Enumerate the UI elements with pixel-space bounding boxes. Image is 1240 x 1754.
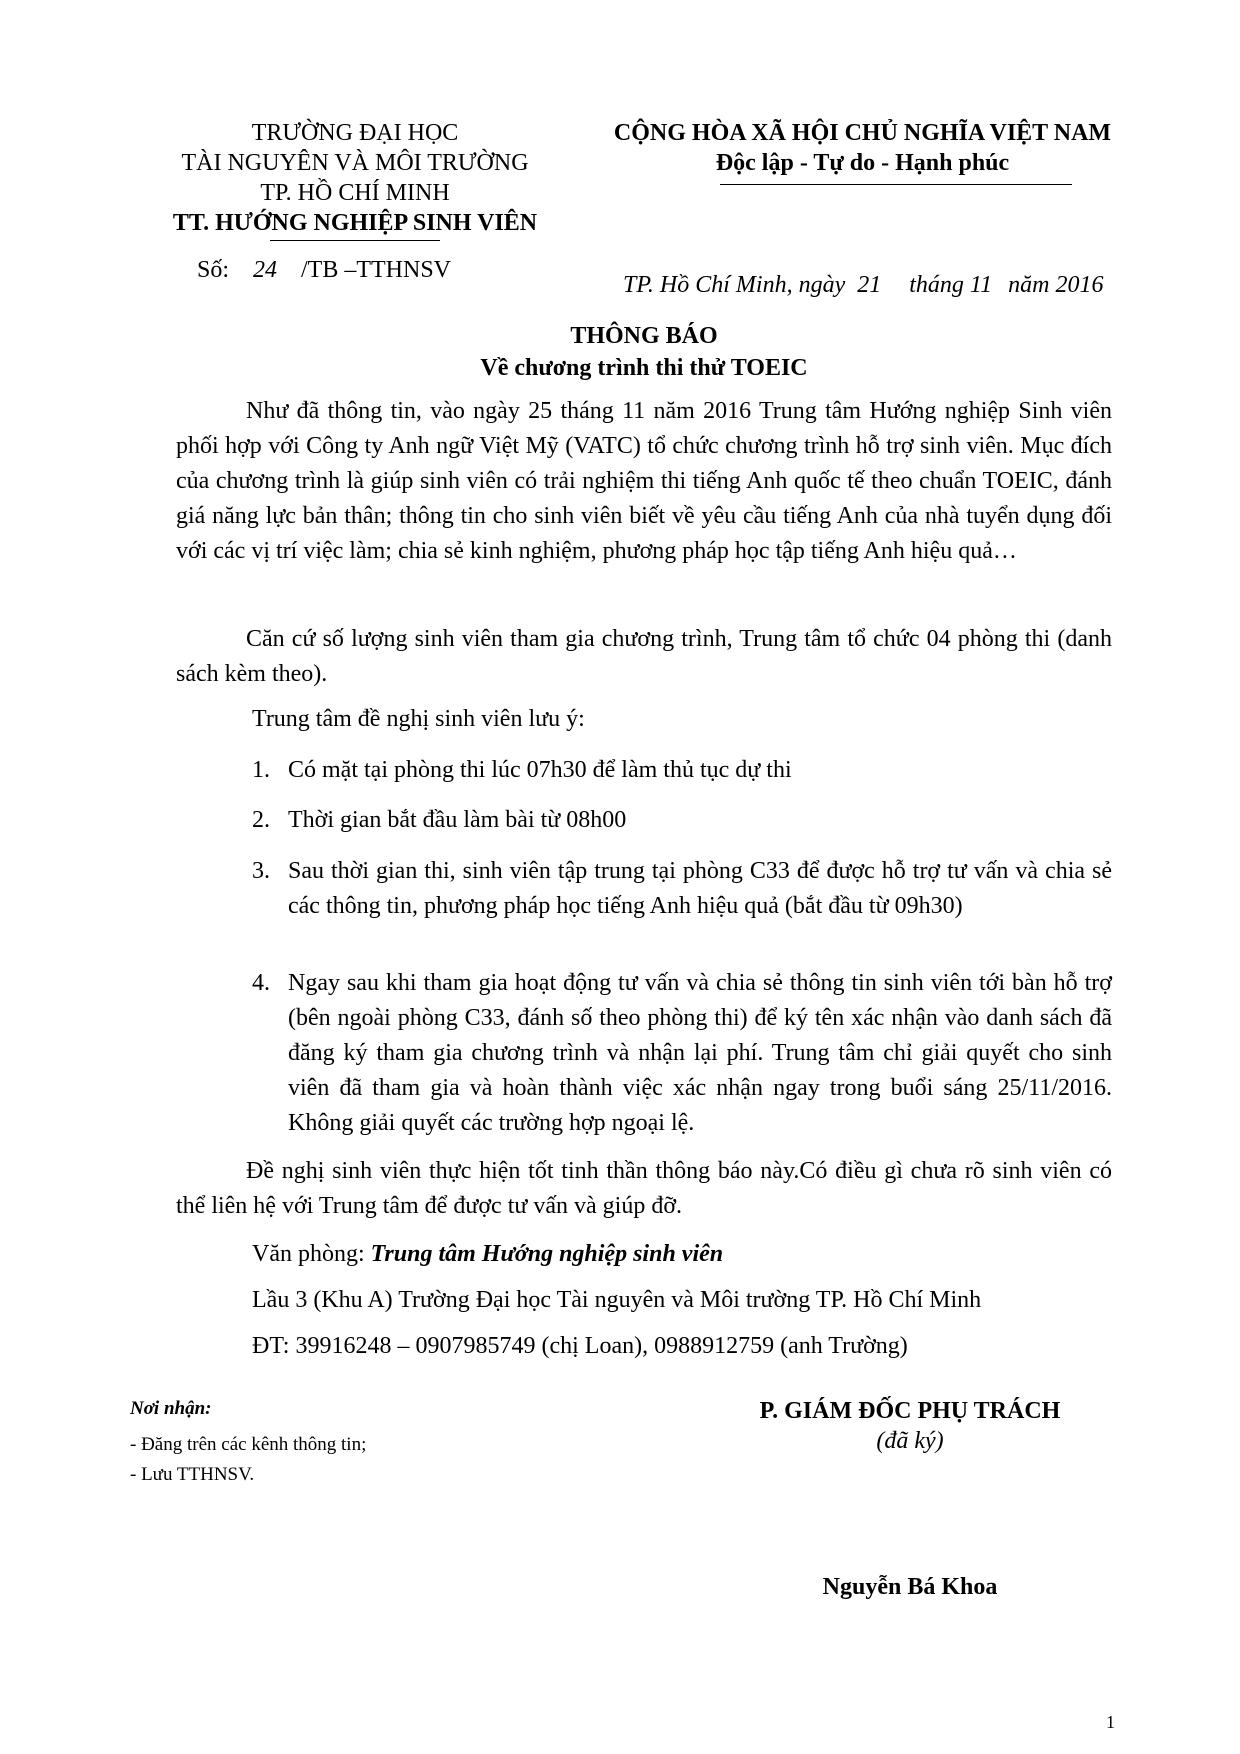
title-block <box>176 320 1112 384</box>
doc-code: /TB –TTHNSV <box>301 257 452 283</box>
list-item <box>252 803 1112 838</box>
office-label: Văn phòng: <box>252 1241 365 1267</box>
list-item-number: 3. <box>252 858 270 884</box>
date-day: 21 <box>857 272 882 298</box>
national-title: CỘNG HÒA XÃ HỘI CHỦ NGHĨA VIỆT NAM <box>613 120 1112 146</box>
list-item <box>252 854 1112 924</box>
date-year-label: năm <box>1008 272 1050 298</box>
signer-name: Nguyễn Bá Khoa <box>822 1574 998 1600</box>
list-item <box>252 753 1112 788</box>
recipient-item: - Đăng trên các kênh thông tin; <box>130 1434 367 1455</box>
university-line-2: TÀI NGUYÊN VÀ MÔI TRƯỜNG <box>181 150 529 176</box>
date-place: TP. Hồ Chí Minh, ngày <box>623 272 846 298</box>
header-left <box>140 118 570 238</box>
national-motto: Độc lập - Tự do - Hạnh phúc <box>715 150 1010 176</box>
doc-number-line <box>197 255 451 285</box>
list-item-number: 1. <box>252 757 270 783</box>
university-line-1: TRƯỜNG ĐẠI HỌC <box>251 120 459 146</box>
doc-number-label: Số: <box>197 257 230 283</box>
body-paragraph-1: Như đã thông tin, vào ngày 25 tháng 11 năm 2016 Trung tâm Hướng nghiệp Sinh viên phối hợp với Công ty Anh ngữ Việt Mỹ (VATC) tổ chức chương trình hỗ trợ sinh viên. Mục đích của chương trình là giúp sinh viên có trải nghiệm thi tiếng Anh quốc tế theo chuẩn TOEIC, đánh giá năng lực bản thân; thông tin cho sinh viên biết về yêu cầu tiếng Anh của nhà tuyển dụng đối với các vị trí việc làm; chia sẻ kinh nghiệm, phương pháp học tập tiếng Anh hiệu quả… <box>176 398 1112 564</box>
signature-block <box>730 1396 1090 1456</box>
list-item-text: Sau thời gian thi, sinh viên tập trung tại phòng C33 để được hỗ trợ tư vấn và chia sẻ các thông tin, phương pháp học tiếng Anh hiệu quả (bắt đầu từ 09h30) <box>288 858 1112 919</box>
body-paragraph-2: Căn cứ số lượng sinh viên tham gia chương trình, Trung tâm tổ chức 04 phòng thi (danh sách kèm theo). <box>176 626 1112 687</box>
date-month-label: tháng <box>909 272 964 298</box>
page-number: 1 <box>1106 1712 1115 1732</box>
body-paragraph-4: Đề nghị sinh viên thực hiện tốt tinh thần thông báo này.Có điều gì chưa rõ sinh viên có thể liên hệ với Trung tâm để được tư vấn và giúp đỡ. <box>176 1158 1112 1219</box>
header-right <box>575 118 1150 178</box>
university-line-3: TP. HỒ CHÍ MINH <box>260 180 450 206</box>
office-line <box>252 1237 723 1272</box>
recipients-label: Nơi nhận: <box>130 1398 212 1419</box>
header-right-underline <box>720 184 1072 185</box>
list-item-number: 2. <box>252 807 270 833</box>
date-month: 11 <box>969 272 993 298</box>
body-paragraph-3: Trung tâm đề nghị sinh viên lưu ý: <box>252 706 585 732</box>
office-phone: ĐT: 39916248 – 0907985749 (chị Loan), 0988912759 (anh Trường) <box>252 1333 908 1359</box>
document-title: THÔNG BÁO <box>570 323 718 349</box>
list-item-text: Thời gian bắt đầu làm bài từ 08h00 <box>288 807 627 833</box>
date-year: 2016 <box>1055 272 1104 298</box>
list-item <box>252 966 1112 1141</box>
list-item-number: 4. <box>252 970 270 996</box>
list-item-text: Có mặt tại phòng thi lúc 07h30 để làm thủ tục dự thi <box>288 757 792 783</box>
date-line <box>623 270 1103 300</box>
doc-number: 24 <box>253 257 278 283</box>
recipients-block <box>130 1394 366 1490</box>
document-subtitle: Về chương trình thi thử TOEIC <box>480 355 808 381</box>
center-name: TT. HƯỚNG NGHIỆP SINH VIÊN <box>172 210 538 236</box>
signer-title: P. GIÁM ĐỐC PHỤ TRÁCH <box>759 1398 1061 1424</box>
office-address: Lầu 3 (Khu A) Trường Đại học Tài nguyên và Môi trường TP. Hồ Chí Minh <box>252 1287 982 1313</box>
list-item-text: Ngay sau khi tham gia hoạt động tư vấn và chia sẻ thông tin sinh viên tới bàn hỗ trợ (bên ngoài phòng C33, đánh số theo phòng thi) để ký tên xác nhận vào danh sách đã đăng ký tham gia chương trình và nhận lại phí. Trung tâm chỉ giải quyết cho sinh viên đã tham gia và hoàn thành việc xác nhận ngay trong buổi sáng 25/11/2016. Không giải quyết các trường hợp ngoại lệ. <box>288 970 1112 1136</box>
recipient-item: - Lưu TTHNSV. <box>130 1464 255 1485</box>
header-left-underline <box>270 240 440 241</box>
office-name: Trung tâm Hướng nghiệp sinh viên <box>370 1241 724 1267</box>
signed-note: (đã ký) <box>876 1428 944 1454</box>
